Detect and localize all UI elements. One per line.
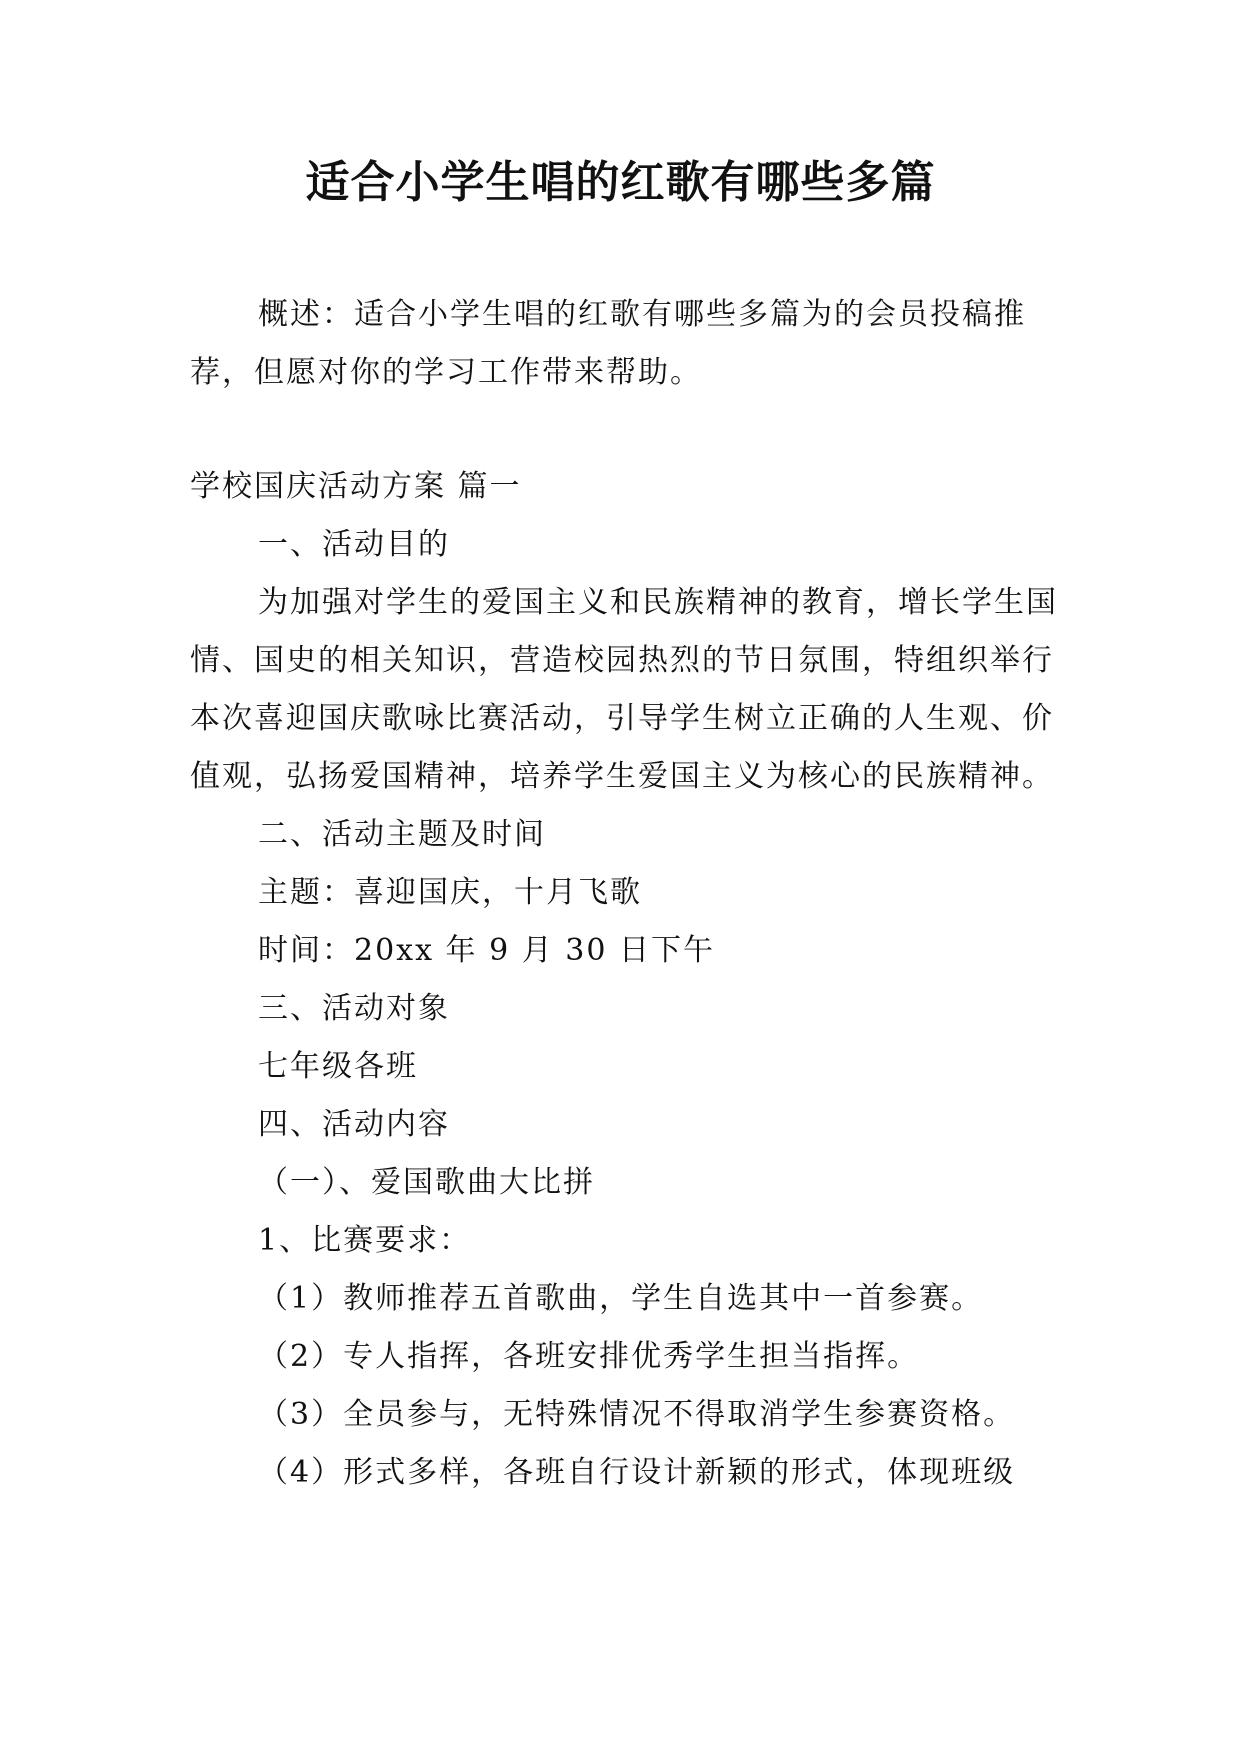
heading-target: 三、活动对象 [258,991,450,1026]
subheading-song-contest: （一）、爱国歌曲大比拼 [258,1165,595,1200]
section-heading: 学校国庆活动方案 篇一 [190,469,522,504]
requirement-item: （1）教师推荐五首歌曲，学生自选其中一首参赛。 [258,1281,984,1316]
heading-content: 四、活动内容 [258,1107,450,1142]
requirement-item: （2）专人指挥，各班安排优秀学生担当指挥。 [258,1339,920,1374]
purpose-paragraph: 为加强对学生的爱国主义和民族精神的教育，增长学生国情、国史的相关知识，营造校园热烈的节日氛围，特组织举行本次喜迎国庆歌咏比赛活动，引导学生树立正确的人生观、价值观，弘扬爱国精神，培养学生爱国主义为核心的民族精神。 [190,585,1058,794]
document-title: 适合小学生唱的红歌有哪些多篇 [305,157,936,208]
requirement-item: （4）形式多样，各班自行设计新颖的形式，体现班级 [258,1455,1016,1490]
heading-theme-and-time: 二、活动主题及时间 [258,817,546,852]
requirement-item: （3）全员参与，无特殊情况不得取消学生参赛资格。 [258,1397,1016,1432]
theme-line: 主题：喜迎国庆，十月飞歌 [258,875,642,910]
target-line: 七年级各班 [258,1049,418,1084]
time-line: 时间：20xx 年 9 月 30 日下午 [258,933,715,968]
document-body [190,458,1060,1502]
contest-requirements-heading: 1、比赛要求： [258,1223,472,1258]
summary-paragraph: 概述：适合小学生唱的红歌有哪些多篇为的会员投稿推荐，但愿对你的学习工作带来帮助。 [190,297,1026,390]
heading-activity-purpose: 一、活动目的 [258,527,450,562]
